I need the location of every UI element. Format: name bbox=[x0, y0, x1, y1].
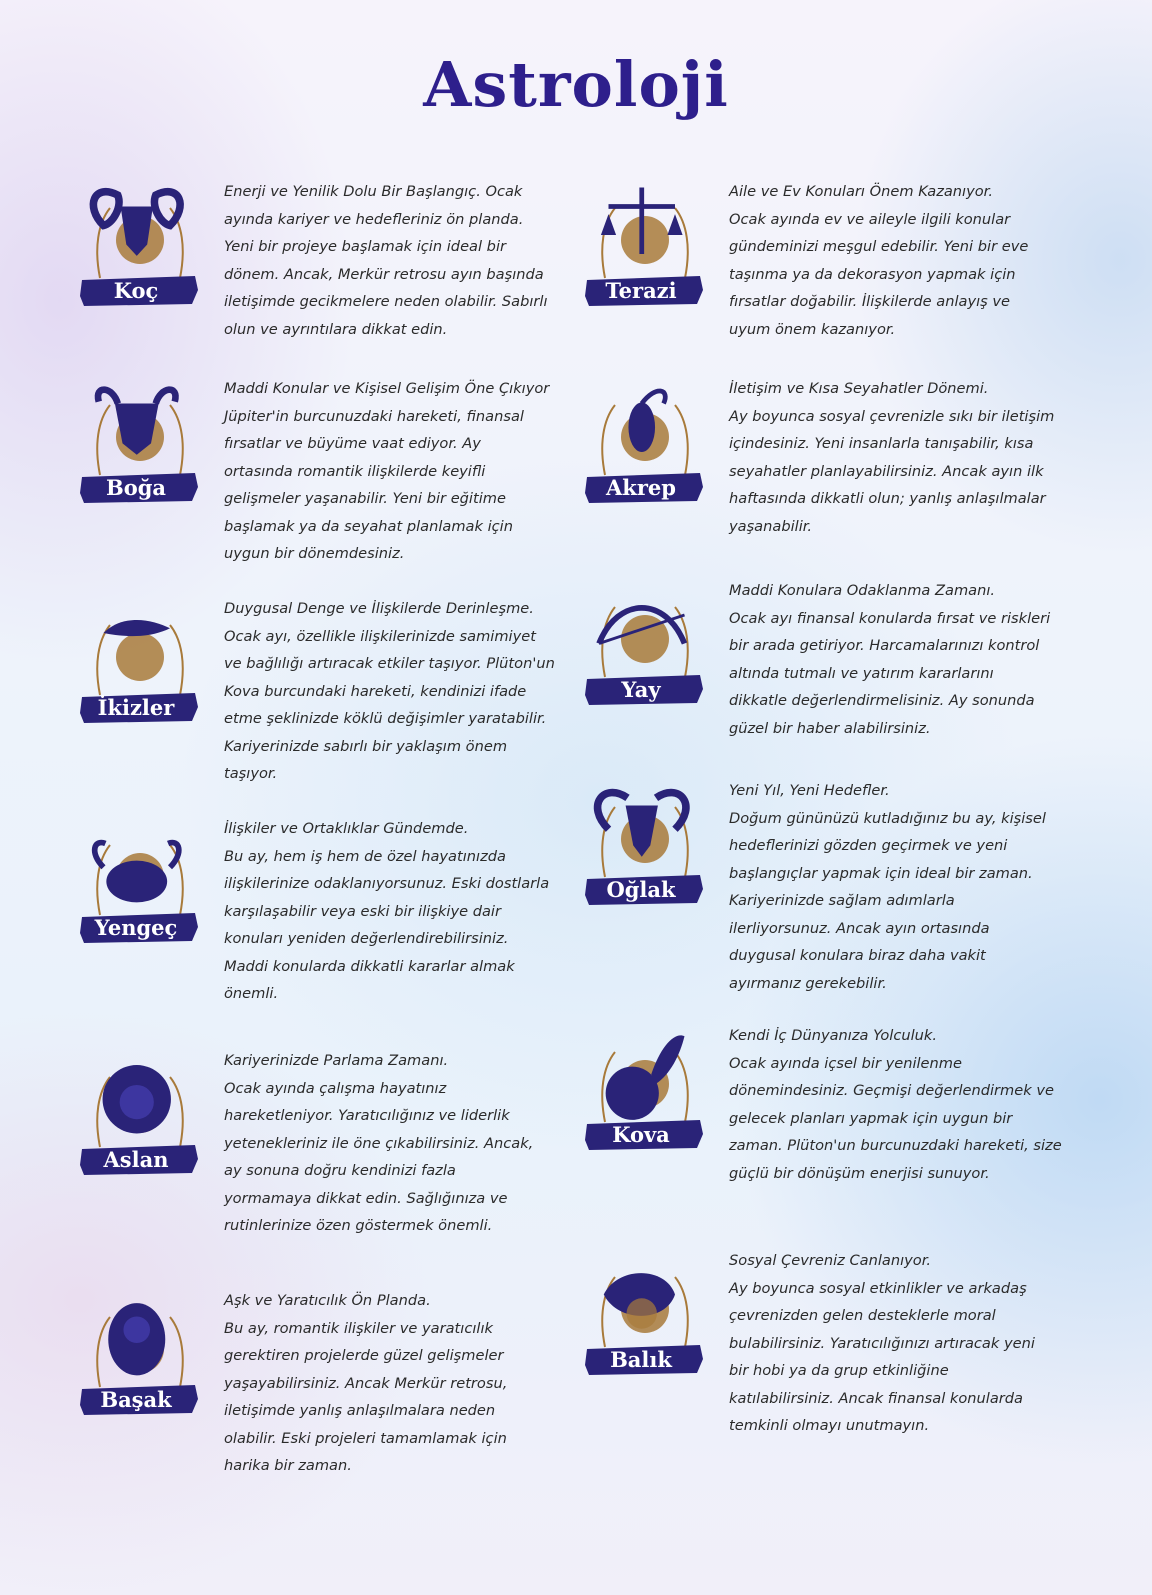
description-line: önemli. bbox=[224, 985, 279, 1002]
description-line: güzel bir haber alabilirsiniz. bbox=[729, 719, 931, 737]
sign-description bbox=[729, 1022, 1062, 1187]
description-line: ilişkilerinize odaklanıyorsunuz. Eski dostlarla bbox=[224, 875, 550, 892]
description-line: bir hobi ya da grup etkinliğine bbox=[729, 1362, 949, 1379]
goat-icon bbox=[585, 777, 715, 917]
description-line: gündeminizi meşgul edebilir. Yeni bir eve bbox=[729, 238, 1029, 255]
description-line: harika bir zaman. bbox=[224, 1457, 352, 1474]
sign-description bbox=[729, 375, 1059, 540]
description-line: hedeflerinizi gözden geçirmek ve yeni bbox=[729, 837, 1008, 854]
twins-hands-icon bbox=[80, 595, 210, 735]
description-line: yormamaya dikkat edin. Sağlığınıza ve bbox=[224, 1189, 508, 1207]
sign-description bbox=[224, 375, 554, 568]
description-line: Ocak ayı finansal konularda fırsat ve riskleri bbox=[729, 609, 1051, 627]
sign-name: Boğa bbox=[105, 474, 167, 500]
description-line: başlangıçlar yapmak için ideal bir zaman. bbox=[729, 864, 1033, 882]
sign-name: Aslan bbox=[103, 1146, 169, 1172]
sign-name: Kova bbox=[612, 1121, 670, 1147]
description-line: Duygusal Denge ve İlişkilerde Derinleşme. bbox=[224, 600, 534, 617]
description-line: çevrenizden gelen desteklerle moral bbox=[729, 1307, 996, 1324]
description-line: Ay boyunca sosyal etkinlikler ve arkadaş bbox=[729, 1279, 1027, 1297]
description-line: taşınma ya da dekorasyon yapmak için bbox=[729, 265, 1016, 283]
description-line: gelişmeler yaşanabilir. Yeni bir eğitime bbox=[224, 490, 506, 507]
sign-name: Başak bbox=[100, 1386, 172, 1412]
description-line: duygusal konulara biraz daha vakit bbox=[729, 947, 986, 964]
description-line: ortasında romantik ilişkilerde keyifli bbox=[224, 462, 486, 480]
virgin-icon bbox=[80, 1287, 210, 1427]
description-line: uyum önem kazanıyor. bbox=[729, 320, 896, 338]
description-line: Maddi Konular ve Kişisel Gelişim Öne Çıkıyor bbox=[224, 380, 550, 397]
description-line: gerektiren projelerde güzel gelişmeler bbox=[224, 1347, 504, 1364]
description-line: haftasında dikkatli olun; yanlış anlaşılmalar bbox=[729, 490, 1046, 507]
description-line: Ocak ayı, özellikle ilişkilerinizde samimiyet bbox=[224, 627, 536, 645]
description-line: Sosyal Çevreniz Canlanıyor. bbox=[729, 1252, 932, 1269]
description-line: Doğum gününüzü kutladığınız bu ay, kişisel bbox=[729, 809, 1046, 827]
description-line: uygun bir dönemdesiniz. bbox=[224, 545, 405, 562]
scales-icon bbox=[585, 178, 715, 318]
description-line: karşılaşabilir veya eski bir ilişkiye dair bbox=[224, 902, 501, 920]
description-line: Yeni bir projeye başlamak için ideal bir bbox=[224, 238, 506, 255]
description-line: güçlü bir dönüşüm enerjisi sunuyor. bbox=[729, 1164, 990, 1182]
description-line: Maddi Konulara Odaklanma Zamanı. bbox=[729, 582, 996, 599]
description-line: fırsatlar ve büyüme vaat ediyor. Ay bbox=[224, 435, 481, 452]
description-line: bir arada getiriyor. Harcamalarınızı kontrol bbox=[729, 637, 1040, 654]
description-line: katılabilirsiniz. Ancak finansal konularda bbox=[729, 1389, 1023, 1407]
sign-description bbox=[224, 1287, 554, 1480]
sign-entry bbox=[80, 1287, 640, 1587]
description-line: hareketleniyor. Yaratıcılığınız ve liderlik bbox=[224, 1107, 510, 1124]
description-line: gelecek planları yapmak için uygun bir bbox=[729, 1109, 1013, 1127]
description-line: dönemindesiniz. Geçmişi değerlendirmek ve bbox=[729, 1082, 1054, 1099]
description-line: Enerji ve Yenilik Dolu Bir Başlangıç. Ocak bbox=[224, 183, 523, 200]
description-line: temkinli olmayı unutmayın. bbox=[729, 1417, 930, 1434]
description-line: Aile ve Ev Konuları Önem Kazanıyor. bbox=[729, 183, 993, 200]
description-line: Kariyerinizde sağlam adımlarla bbox=[729, 892, 955, 909]
description-line: Ocak ayında çalışma hayatınız bbox=[224, 1079, 447, 1097]
sign-name: Balık bbox=[610, 1346, 672, 1372]
description-line: Bu ay, hem iş hem de özel hayatınızda bbox=[224, 847, 506, 865]
description-line: konuları yeniden değerlendirebilirsiniz. bbox=[224, 930, 509, 947]
bull-icon bbox=[80, 375, 210, 515]
description-line: Maddi konularda dikkatli kararlar almak bbox=[224, 957, 515, 975]
water-bearer-icon bbox=[585, 1022, 715, 1162]
description-line: olabilir. Eski projeleri tamamlamak için bbox=[224, 1429, 507, 1447]
sign-name: İkizler bbox=[97, 694, 175, 720]
description-line: Aşk ve Yaratıcılık Ön Planda. bbox=[224, 1292, 431, 1309]
sign-description bbox=[224, 595, 554, 788]
bow-icon bbox=[585, 577, 715, 717]
description-line: Kendi İç Dünyanıza Yolculuk. bbox=[729, 1027, 938, 1044]
description-line: dönem. Ancak, Merkür retrosu ayın başında bbox=[224, 265, 544, 283]
description-line: Ay boyunca sosyal çevrenizle sıkı bir iletişim bbox=[729, 407, 1055, 425]
sign-name: Koç bbox=[113, 277, 159, 303]
description-line: etme şeklinizde köklü değişimler yaratabilir. bbox=[224, 710, 547, 727]
description-line: yaşayabilirsiniz. Ancak Merkür retrosu, bbox=[224, 1374, 508, 1392]
description-line: İlişkiler ve Ortaklıklar Gündemde. bbox=[224, 820, 469, 837]
ram-icon bbox=[80, 178, 210, 318]
sign-description bbox=[224, 178, 554, 343]
sign-name: Akrep bbox=[606, 474, 676, 500]
description-line: altında tutmalı ve yatırım kararlarını bbox=[729, 664, 994, 682]
description-line: Yeni Yıl, Yeni Hedefler. bbox=[729, 782, 890, 799]
description-line: Ocak ayında ev ve aileyle ilgili konular bbox=[729, 210, 1011, 228]
description-line: Kariyerinizde sabırlı bir yaklaşım önem bbox=[224, 737, 508, 755]
description-line: yetenekleriniz ile öne çıkabilirsiniz. Ancak, bbox=[224, 1134, 534, 1152]
description-line: fırsatlar doğabilir. İlişkilerde anlayış ve bbox=[729, 293, 1011, 310]
scorpion-icon bbox=[585, 375, 715, 515]
description-line: seyahatler planlayabilirsiniz. Ancak ayın ilk bbox=[729, 462, 1044, 480]
description-line: ilerliyorsunuz. Ancak ayın ortasında bbox=[729, 919, 990, 937]
description-line: iletişimde yanlış anlaşılmalara neden bbox=[224, 1402, 496, 1419]
description-line: ay sonuna doğru kendinizi fazla bbox=[224, 1162, 456, 1179]
description-line: Bu ay, romantik ilişkiler ve yaratıcılık bbox=[224, 1319, 493, 1337]
description-line: ayırmanız gerekebilir. bbox=[729, 974, 887, 992]
description-line: Kova burcundaki hareketi, kendinizi ifade bbox=[224, 682, 527, 700]
description-line: bulabilirsiniz. Yaratıcılığınızı artıracak yeni bbox=[729, 1334, 1035, 1352]
sign-description bbox=[729, 777, 1059, 997]
description-line: ayında kariyer ve hedefleriniz ön planda. bbox=[224, 210, 524, 228]
description-line: rutinlerinize özen göstermek önemli. bbox=[224, 1217, 493, 1234]
sign-description bbox=[729, 178, 1059, 343]
fish-icon bbox=[585, 1247, 715, 1387]
sign-name: Yay bbox=[621, 676, 661, 702]
description-line: Ocak ayında içsel bir yenilenme bbox=[729, 1054, 962, 1072]
sign-entry bbox=[585, 1247, 1145, 1547]
description-line: taşıyor. bbox=[224, 765, 278, 782]
sign-description bbox=[729, 577, 1059, 742]
description-line: yaşanabilir. bbox=[729, 517, 813, 535]
sign-name: Terazi bbox=[605, 277, 677, 303]
description-line: Kariyerinizde Parlama Zamanı. bbox=[224, 1052, 449, 1069]
lion-icon bbox=[80, 1047, 210, 1187]
sign-name: Oğlak bbox=[606, 876, 676, 902]
description-line: olun ve ayrıntılara dikkat edin. bbox=[224, 320, 448, 338]
page-title: Astroloji bbox=[423, 48, 729, 121]
crab-icon bbox=[80, 815, 210, 955]
description-line: ve bağlılığı artıracak etkiler taşıyor. Plüton'un bbox=[224, 655, 555, 672]
description-line: zaman. Plüton'un burcunuzdaki hareketi, size bbox=[729, 1137, 1062, 1154]
sign-description bbox=[224, 815, 554, 1008]
sign-description bbox=[224, 1047, 554, 1240]
description-line: içindesiniz. Yeni insanlarla tanışabilir, kısa bbox=[729, 435, 1034, 452]
sign-name: Yengeç bbox=[94, 914, 178, 940]
description-line: Jüpiter'in burcunuzdaki hareketi, finansal bbox=[224, 407, 524, 425]
description-line: dikkatle değerlendirmelisiniz. Ay sonunda bbox=[729, 692, 1035, 709]
description-line: başlamak ya da seyahat planlamak için bbox=[224, 517, 513, 535]
description-line: iletişimde gecikmelere neden olabilir. Sabırlı bbox=[224, 293, 548, 310]
sign-description bbox=[729, 1247, 1059, 1440]
description-line: İletişim ve Kısa Seyahatler Dönemi. bbox=[729, 380, 989, 397]
